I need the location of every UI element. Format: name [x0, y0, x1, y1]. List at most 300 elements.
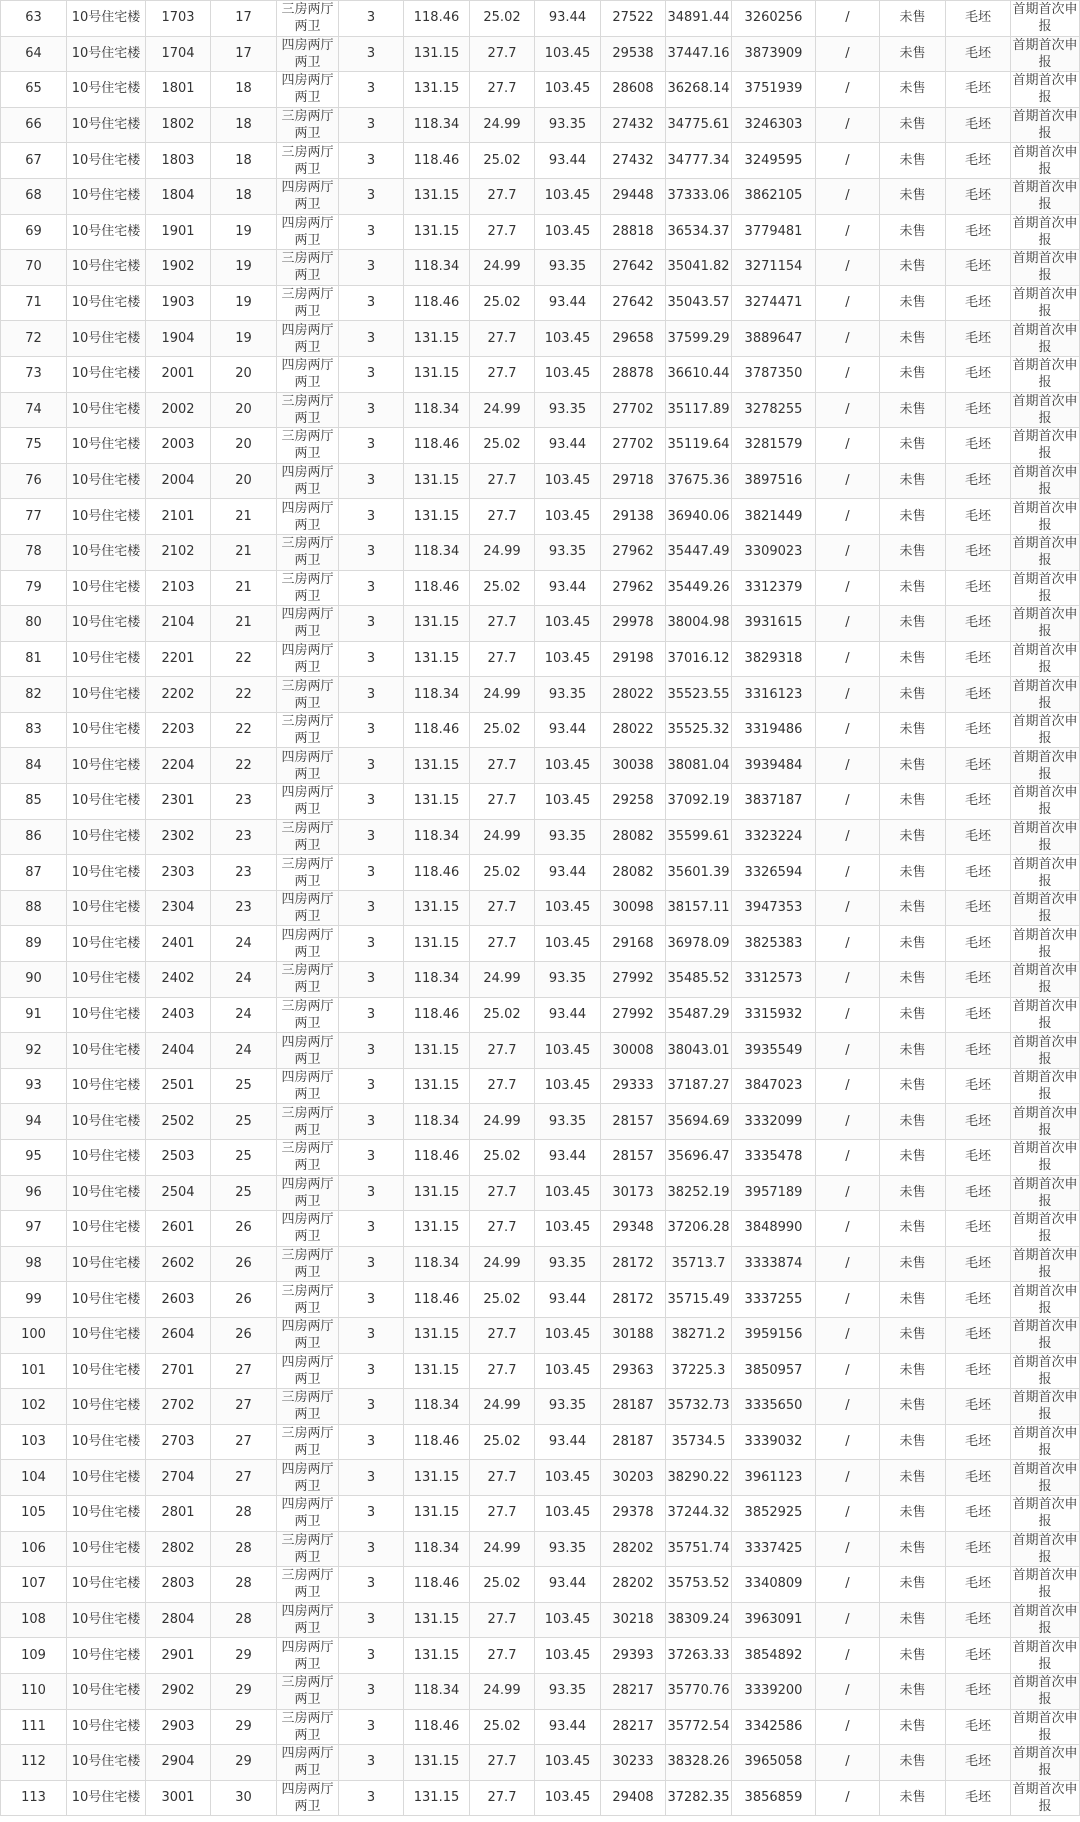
room-number-cell: 3001 — [146, 1780, 211, 1816]
layout-cell: 四房两厅两卫 — [277, 1602, 339, 1638]
table-row — [1, 1745, 1080, 1781]
total-price-cell: 3312379 — [732, 570, 816, 606]
table-row — [1, 997, 1080, 1033]
floor-cell: 23 — [211, 819, 277, 855]
remark-cell: / — [816, 463, 880, 499]
batch-cell: 首期首次申报 — [1012, 571, 1078, 604]
building-cell: 10号住宅楼 — [67, 1673, 146, 1709]
batch-cell: 首期首次申报 — [1012, 1176, 1078, 1209]
table-row — [1, 1673, 1080, 1709]
interior-area-cell: 103.45 — [535, 499, 601, 535]
table-row — [1, 285, 1080, 321]
floor-cell: 21 — [211, 534, 277, 570]
building-area-cell: 118.46 — [404, 1, 470, 37]
interior-area-cell: 103.45 — [535, 748, 601, 784]
remark-cell: / — [816, 570, 880, 606]
building-cell: 10号住宅楼 — [67, 1709, 146, 1745]
table-row — [1, 926, 1080, 962]
building-cell: 10号住宅楼 — [67, 107, 146, 143]
decoration-cell: 毛坯 — [946, 1567, 1011, 1603]
row-number-cell: 103 — [1, 1424, 67, 1460]
building-cell: 10号住宅楼 — [67, 1353, 146, 1389]
sale-status-cell: 未售 — [880, 463, 946, 499]
table-row — [1, 1709, 1080, 1745]
sale-status-cell: 未售 — [880, 677, 946, 713]
room-number-cell: 2903 — [146, 1709, 211, 1745]
bathroom-count-cell: 3 — [339, 748, 404, 784]
total-price-cell: 3333874 — [732, 1246, 816, 1282]
building-area-cell: 118.46 — [404, 712, 470, 748]
remark-cell: / — [816, 72, 880, 108]
room-number-cell: 2102 — [146, 534, 211, 570]
building-area-cell: 131.15 — [404, 1211, 470, 1247]
layout-cell: 四房两厅两卫 — [277, 1780, 339, 1816]
interior-unit-price-cell: 29168 — [601, 926, 666, 962]
total-price-cell: 3873909 — [732, 36, 816, 72]
interior-unit-price-cell: 30203 — [601, 1460, 666, 1496]
row-number-cell: 85 — [1, 784, 67, 820]
floor-cell: 28 — [211, 1567, 277, 1603]
remark-cell: / — [816, 1317, 880, 1353]
interior-unit-price-cell: 27962 — [601, 570, 666, 606]
row-number-cell: 84 — [1, 748, 67, 784]
building-unit-price-cell: 38081.04 — [666, 748, 732, 784]
decoration-cell: 毛坯 — [946, 1068, 1011, 1104]
room-number-cell: 2204 — [146, 748, 211, 784]
layout-cell: 三房两厅两卫 — [277, 1709, 339, 1745]
building-cell: 10号住宅楼 — [67, 143, 146, 179]
shared-area-cell: 27.7 — [470, 1033, 535, 1069]
decoration-cell: 毛坯 — [946, 72, 1011, 108]
interior-area-cell: 103.45 — [535, 1780, 601, 1816]
interior-area-cell: 103.45 — [535, 784, 601, 820]
row-number-cell: 77 — [1, 499, 67, 535]
sale-status-cell: 未售 — [880, 1424, 946, 1460]
decoration-cell: 毛坯 — [946, 1709, 1011, 1745]
sale-status-cell: 未售 — [880, 1, 946, 37]
table-row — [1, 606, 1080, 642]
remark-cell: / — [816, 1033, 880, 1069]
room-number-cell: 2201 — [146, 641, 211, 677]
interior-unit-price-cell: 28187 — [601, 1389, 666, 1425]
building-area-cell: 131.15 — [404, 1745, 470, 1781]
floor-cell: 27 — [211, 1353, 277, 1389]
decoration-cell: 毛坯 — [946, 1033, 1011, 1069]
total-price-cell: 3337255 — [732, 1282, 816, 1318]
bathroom-count-cell: 3 — [339, 1638, 404, 1674]
remark-cell: / — [816, 1353, 880, 1389]
shared-area-cell: 27.7 — [470, 463, 535, 499]
room-number-cell: 2002 — [146, 392, 211, 428]
batch-cell: 首期首次申报 — [1012, 856, 1078, 889]
building-unit-price-cell: 36940.06 — [666, 499, 732, 535]
row-number-cell: 91 — [1, 997, 67, 1033]
remark-cell: / — [816, 819, 880, 855]
decoration-cell: 毛坯 — [946, 534, 1011, 570]
room-number-cell: 2603 — [146, 1282, 211, 1318]
building-area-cell: 131.15 — [404, 890, 470, 926]
interior-area-cell: 103.45 — [535, 321, 601, 357]
floor-cell: 18 — [211, 72, 277, 108]
total-price-cell: 3847023 — [732, 1068, 816, 1104]
remark-cell: / — [816, 107, 880, 143]
total-price-cell: 3315932 — [732, 997, 816, 1033]
decoration-cell: 毛坯 — [946, 1140, 1011, 1176]
batch-cell: 首期首次申报 — [1012, 2, 1078, 35]
batch-cell: 首期首次申报 — [1012, 287, 1078, 320]
building-unit-price-cell: 35753.52 — [666, 1567, 732, 1603]
sale-status-cell: 未售 — [880, 962, 946, 998]
row-number-cell: 112 — [1, 1745, 67, 1781]
sale-status-cell: 未售 — [880, 1353, 946, 1389]
interior-area-cell: 93.35 — [535, 819, 601, 855]
building-cell: 10号住宅楼 — [67, 1495, 146, 1531]
floor-cell: 29 — [211, 1745, 277, 1781]
total-price-cell: 3961123 — [732, 1460, 816, 1496]
building-cell: 10号住宅楼 — [67, 1745, 146, 1781]
interior-unit-price-cell: 30038 — [601, 748, 666, 784]
building-area-cell: 118.46 — [404, 143, 470, 179]
row-number-cell: 109 — [1, 1638, 67, 1674]
building-unit-price-cell: 34891.44 — [666, 1, 732, 37]
room-number-cell: 2904 — [146, 1745, 211, 1781]
row-number-cell: 106 — [1, 1531, 67, 1567]
batch-cell: 首期首次申报 — [1012, 1141, 1078, 1174]
room-number-cell: 2901 — [146, 1638, 211, 1674]
row-number-cell: 64 — [1, 36, 67, 72]
row-number-cell: 94 — [1, 1104, 67, 1140]
remark-cell: / — [816, 36, 880, 72]
shared-area-cell: 27.7 — [470, 748, 535, 784]
layout-cell: 三房两厅两卫 — [277, 1389, 339, 1425]
remark-cell: / — [816, 606, 880, 642]
bathroom-count-cell: 3 — [339, 570, 404, 606]
building-cell: 10号住宅楼 — [67, 1317, 146, 1353]
interior-unit-price-cell: 28187 — [601, 1424, 666, 1460]
bathroom-count-cell: 3 — [339, 641, 404, 677]
room-number-cell: 2803 — [146, 1567, 211, 1603]
interior-unit-price-cell: 27522 — [601, 1, 666, 37]
batch-cell: 首期首次申报 — [1012, 1710, 1078, 1743]
building-unit-price-cell: 37187.27 — [666, 1068, 732, 1104]
decoration-cell: 毛坯 — [946, 712, 1011, 748]
building-cell: 10号住宅楼 — [67, 72, 146, 108]
sale-status-cell: 未售 — [880, 1246, 946, 1282]
building-cell: 10号住宅楼 — [67, 712, 146, 748]
interior-area-cell: 93.35 — [535, 392, 601, 428]
row-number-cell: 79 — [1, 570, 67, 606]
sale-status-cell: 未售 — [880, 428, 946, 464]
building-area-cell: 118.46 — [404, 1140, 470, 1176]
building-cell: 10号住宅楼 — [67, 428, 146, 464]
sale-status-cell: 未售 — [880, 285, 946, 321]
row-number-cell: 93 — [1, 1068, 67, 1104]
building-cell: 10号住宅楼 — [67, 392, 146, 428]
remark-cell: / — [816, 641, 880, 677]
building-unit-price-cell: 35523.55 — [666, 677, 732, 713]
sale-status-cell: 未售 — [880, 356, 946, 392]
table-row — [1, 1246, 1080, 1282]
interior-area-cell: 103.45 — [535, 1638, 601, 1674]
building-area-cell: 118.34 — [404, 962, 470, 998]
layout-cell: 四房两厅两卫 — [277, 641, 339, 677]
building-cell: 10号住宅楼 — [67, 1104, 146, 1140]
bathroom-count-cell: 3 — [339, 784, 404, 820]
room-number-cell: 2804 — [146, 1602, 211, 1638]
sale-status-cell: 未售 — [880, 36, 946, 72]
shared-area-cell: 24.99 — [470, 819, 535, 855]
building-cell: 10号住宅楼 — [67, 321, 146, 357]
batch-cell: 首期首次申报 — [1012, 607, 1078, 640]
building-cell: 10号住宅楼 — [67, 890, 146, 926]
total-price-cell: 3959156 — [732, 1317, 816, 1353]
table-row — [1, 1460, 1080, 1496]
remark-cell: / — [816, 178, 880, 214]
floor-cell: 21 — [211, 499, 277, 535]
floor-cell: 22 — [211, 677, 277, 713]
total-price-cell: 3957189 — [732, 1175, 816, 1211]
remark-cell: / — [816, 1460, 880, 1496]
layout-cell: 三房两厅两卫 — [277, 997, 339, 1033]
interior-unit-price-cell: 28082 — [601, 819, 666, 855]
batch-cell: 首期首次申报 — [1012, 1390, 1078, 1423]
batch-cell: 首期首次申报 — [1012, 927, 1078, 960]
interior-area-cell: 93.35 — [535, 1389, 601, 1425]
floor-cell: 18 — [211, 107, 277, 143]
total-price-cell: 3862105 — [732, 178, 816, 214]
row-number-cell: 110 — [1, 1673, 67, 1709]
batch-cell: 首期首次申报 — [1012, 37, 1078, 70]
remark-cell: / — [816, 1780, 880, 1816]
bathroom-count-cell: 3 — [339, 428, 404, 464]
row-number-cell: 87 — [1, 855, 67, 891]
interior-unit-price-cell: 27962 — [601, 534, 666, 570]
row-number-cell: 92 — [1, 1033, 67, 1069]
building-cell: 10号住宅楼 — [67, 1531, 146, 1567]
room-number-cell: 2402 — [146, 962, 211, 998]
interior-unit-price-cell: 30233 — [601, 1745, 666, 1781]
building-area-cell: 118.34 — [404, 819, 470, 855]
shared-area-cell: 25.02 — [470, 143, 535, 179]
table-row — [1, 1353, 1080, 1389]
building-cell: 10号住宅楼 — [67, 677, 146, 713]
decoration-cell: 毛坯 — [946, 1673, 1011, 1709]
interior-area-cell: 93.44 — [535, 1140, 601, 1176]
building-cell: 10号住宅楼 — [67, 1602, 146, 1638]
row-number-cell: 95 — [1, 1140, 67, 1176]
layout-cell: 四房两厅两卫 — [277, 1460, 339, 1496]
floor-cell: 29 — [211, 1673, 277, 1709]
building-cell: 10号住宅楼 — [67, 214, 146, 250]
building-area-cell: 131.15 — [404, 1175, 470, 1211]
decoration-cell: 毛坯 — [946, 1246, 1011, 1282]
table-row — [1, 712, 1080, 748]
room-number-cell: 1901 — [146, 214, 211, 250]
bathroom-count-cell: 3 — [339, 250, 404, 286]
building-unit-price-cell: 36534.37 — [666, 214, 732, 250]
remark-cell: / — [816, 143, 880, 179]
layout-cell: 三房两厅两卫 — [277, 1531, 339, 1567]
remark-cell: / — [816, 677, 880, 713]
bathroom-count-cell: 3 — [339, 1745, 404, 1781]
remark-cell: / — [816, 428, 880, 464]
row-number-cell: 90 — [1, 962, 67, 998]
interior-area-cell: 93.44 — [535, 1282, 601, 1318]
floor-cell: 24 — [211, 926, 277, 962]
sale-status-cell: 未售 — [880, 855, 946, 891]
interior-area-cell: 103.45 — [535, 1317, 601, 1353]
interior-area-cell: 93.44 — [535, 1709, 601, 1745]
interior-area-cell: 93.44 — [535, 570, 601, 606]
sale-status-cell: 未售 — [880, 499, 946, 535]
building-unit-price-cell: 38252.19 — [666, 1175, 732, 1211]
building-area-cell: 131.15 — [404, 72, 470, 108]
floor-cell: 26 — [211, 1317, 277, 1353]
building-area-cell: 131.15 — [404, 748, 470, 784]
shared-area-cell: 27.7 — [470, 1602, 535, 1638]
row-number-cell: 73 — [1, 356, 67, 392]
table-row — [1, 677, 1080, 713]
building-cell: 10号住宅楼 — [67, 1246, 146, 1282]
building-unit-price-cell: 35732.73 — [666, 1389, 732, 1425]
total-price-cell: 3335478 — [732, 1140, 816, 1176]
decoration-cell: 毛坯 — [946, 1495, 1011, 1531]
interior-area-cell: 93.44 — [535, 428, 601, 464]
shared-area-cell: 27.7 — [470, 1211, 535, 1247]
layout-cell: 三房两厅两卫 — [277, 1246, 339, 1282]
building-area-cell: 118.46 — [404, 285, 470, 321]
sale-status-cell: 未售 — [880, 534, 946, 570]
sale-status-cell: 未售 — [880, 570, 946, 606]
shared-area-cell: 27.7 — [470, 1745, 535, 1781]
layout-cell: 四房两厅两卫 — [277, 1068, 339, 1104]
sale-status-cell: 未售 — [880, 997, 946, 1033]
interior-unit-price-cell: 27992 — [601, 997, 666, 1033]
bathroom-count-cell: 3 — [339, 143, 404, 179]
interior-area-cell: 103.45 — [535, 1745, 601, 1781]
interior-area-cell: 103.45 — [535, 36, 601, 72]
shared-area-cell: 24.99 — [470, 392, 535, 428]
interior-area-cell: 103.45 — [535, 1175, 601, 1211]
shared-area-cell: 27.7 — [470, 1317, 535, 1353]
sale-status-cell: 未售 — [880, 1317, 946, 1353]
shared-area-cell: 24.99 — [470, 1104, 535, 1140]
layout-cell: 三房两厅两卫 — [277, 285, 339, 321]
decoration-cell: 毛坯 — [946, 499, 1011, 535]
table-row — [1, 214, 1080, 250]
interior-area-cell: 93.44 — [535, 855, 601, 891]
sale-status-cell: 未售 — [880, 784, 946, 820]
table-row — [1, 1424, 1080, 1460]
room-number-cell: 2404 — [146, 1033, 211, 1069]
building-unit-price-cell: 35043.57 — [666, 285, 732, 321]
interior-area-cell: 103.45 — [535, 606, 601, 642]
interior-unit-price-cell: 29658 — [601, 321, 666, 357]
batch-cell: 首期首次申报 — [1012, 1461, 1078, 1494]
shared-area-cell: 27.7 — [470, 926, 535, 962]
floor-cell: 19 — [211, 285, 277, 321]
table-row — [1, 1104, 1080, 1140]
total-price-cell: 3935549 — [732, 1033, 816, 1069]
building-unit-price-cell: 38290.22 — [666, 1460, 732, 1496]
floor-cell: 28 — [211, 1531, 277, 1567]
building-unit-price-cell: 37263.33 — [666, 1638, 732, 1674]
remark-cell: / — [816, 890, 880, 926]
room-number-cell: 1802 — [146, 107, 211, 143]
floor-cell: 25 — [211, 1140, 277, 1176]
building-unit-price-cell: 35751.74 — [666, 1531, 732, 1567]
total-price-cell: 3342586 — [732, 1709, 816, 1745]
interior-unit-price-cell: 27702 — [601, 392, 666, 428]
table-row — [1, 1282, 1080, 1318]
row-number-cell: 78 — [1, 534, 67, 570]
batch-cell: 首期首次申报 — [1012, 1604, 1078, 1637]
decoration-cell: 毛坯 — [946, 1317, 1011, 1353]
decoration-cell: 毛坯 — [946, 1460, 1011, 1496]
building-unit-price-cell: 38157.11 — [666, 890, 732, 926]
building-area-cell: 131.15 — [404, 178, 470, 214]
table-row — [1, 36, 1080, 72]
room-number-cell: 2302 — [146, 819, 211, 855]
table-body — [1, 1, 1080, 1816]
total-price-cell: 3274471 — [732, 285, 816, 321]
building-cell: 10号住宅楼 — [67, 819, 146, 855]
sale-status-cell: 未售 — [880, 1602, 946, 1638]
interior-area-cell: 93.35 — [535, 677, 601, 713]
sale-status-cell: 未售 — [880, 250, 946, 286]
total-price-cell: 3787350 — [732, 356, 816, 392]
floor-cell: 28 — [211, 1602, 277, 1638]
interior-unit-price-cell: 28022 — [601, 677, 666, 713]
building-area-cell: 118.34 — [404, 107, 470, 143]
room-number-cell: 1903 — [146, 285, 211, 321]
shared-area-cell: 27.7 — [470, 178, 535, 214]
shared-area-cell: 27.7 — [470, 1495, 535, 1531]
floor-cell: 27 — [211, 1424, 277, 1460]
table-row — [1, 356, 1080, 392]
remark-cell: / — [816, 1745, 880, 1781]
total-price-cell: 3848990 — [732, 1211, 816, 1247]
shared-area-cell: 24.99 — [470, 534, 535, 570]
total-price-cell: 3897516 — [732, 463, 816, 499]
building-unit-price-cell: 37447.16 — [666, 36, 732, 72]
decoration-cell: 毛坯 — [946, 321, 1011, 357]
interior-unit-price-cell: 29333 — [601, 1068, 666, 1104]
row-number-cell: 80 — [1, 606, 67, 642]
remark-cell: / — [816, 1602, 880, 1638]
interior-unit-price-cell: 30173 — [601, 1175, 666, 1211]
building-unit-price-cell: 37206.28 — [666, 1211, 732, 1247]
floor-cell: 26 — [211, 1211, 277, 1247]
batch-cell: 首期首次申报 — [1012, 678, 1078, 711]
interior-area-cell: 103.45 — [535, 1495, 601, 1531]
building-unit-price-cell: 35601.39 — [666, 855, 732, 891]
interior-area-cell: 103.45 — [535, 72, 601, 108]
building-area-cell: 118.46 — [404, 428, 470, 464]
remark-cell: / — [816, 1638, 880, 1674]
bathroom-count-cell: 3 — [339, 214, 404, 250]
building-cell: 10号住宅楼 — [67, 1460, 146, 1496]
floor-cell: 25 — [211, 1104, 277, 1140]
table-row — [1, 1495, 1080, 1531]
decoration-cell: 毛坯 — [946, 1424, 1011, 1460]
shared-area-cell: 25.02 — [470, 1567, 535, 1603]
floor-cell: 19 — [211, 321, 277, 357]
building-cell: 10号住宅楼 — [67, 1389, 146, 1425]
sale-status-cell: 未售 — [880, 748, 946, 784]
building-area-cell: 131.15 — [404, 463, 470, 499]
remark-cell: / — [816, 784, 880, 820]
